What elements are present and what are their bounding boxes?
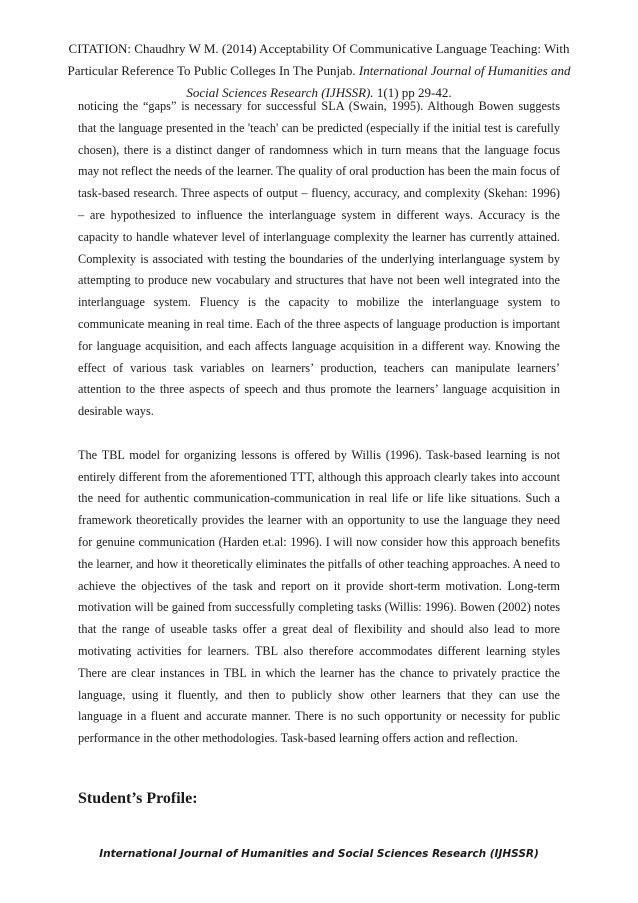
citation-journal: International Journal of Humanities and Social Sciences Research (IJHSSR).: [186, 63, 571, 100]
body-text: [78, 96, 560, 750]
section-heading: Student’s Profile:: [78, 790, 198, 807]
citation-pages: 1(1) pp 29-42.: [373, 85, 452, 100]
paragraph-2: The TBL model for organizing lessons is offered by Willis (1996). Task-based learning is not entirely different from the aforementioned TTT, although this approach clearly takes into account the need for authentic communication-communication in real life or life like situations. Such a framework theoretically provides the learner with an opportunity to use the language they need for genuine communication (Harden et.al: 1996). I will now consider how this approach benefits the learner, and how it theoretically eliminates the pitfalls of other teaching approaches. A need to achieve the objectives of the task and report on it provide short-term motivation. Long-term motivation will be gained from successfully completing tasks (Willis: 1996). Bowen (2002) notes that the range of useable tasks offer a great deal of flexibility and should also lead to more motivating activities for learners. TBL also therefore accommodates different learning styles There are clear instances in TBL in which the learner has the chance to privately practice the language, using it fluently, and then to publicly show other learners that they can use the language in a fluent and accurate manner. There is no such opportunity or necessity for public performance in the other methodologies. Task-based learning offers action and reflection.: [78, 447, 560, 746]
citation-text: CITATION: Chaudhry W M. (2014) Acceptability Of Communicative Language Teaching: With Particular Reference To Public Colleges In The Punjab.: [67, 41, 570, 78]
paragraph-1: noticing the “gaps” is necessary for successful SLA (Swain, 1995). Although Bowen suggests that the language presented in the 'teach' can be predicted (especially if the initial test is carefully chosen), there is a distinct danger of randomness which in turn means that the language focus may not reflect the needs of the learner. The quality of oral production has been the main focus of task-based research. Three aspects of output – fluency, accuracy, and complexity (Skehan: 1996) – are hypothesized to influence the interlanguage system in different ways. Accuracy is the capacity to handle whatever level of interlanguage complexity the learner has currently attained. Complexity is associated with testing the boundaries of the underlying interlanguage system by attempting to produce new vocabulary and structures that have not been well integrated into the interlanguage system. Fluency is the capacity to mobilize the interlanguage system to communicate meaning in real time. Each of the three aspects of language production is important for language acquisition, and each affects language acquisition in a different way. Knowing the effect of various task variables on learners’ production, teachers can manipulate learners’ attention to the three aspects of speech and thus promote the learners’ language acquisition in desirable ways.: [78, 99, 560, 419]
page-footer: International Journal of Humanities and Social Sciences Research (IJHSSR): [99, 848, 539, 860]
citation-header: [60, 38, 578, 104]
